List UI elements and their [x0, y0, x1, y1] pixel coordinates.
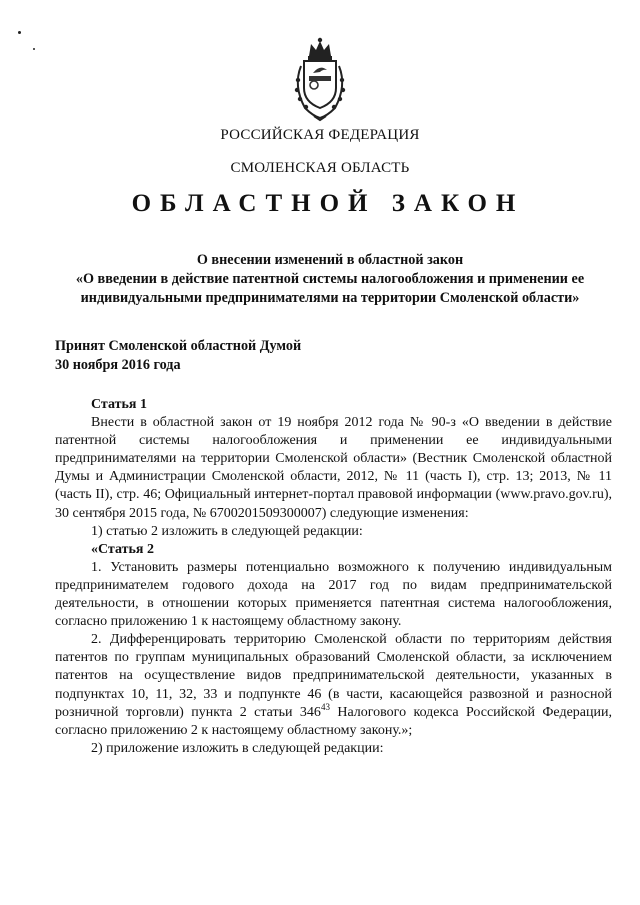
paragraph-2-tail: Налогового кодекса Российской Федерации, согласно приложению 2 к настоящему областному закону.»; — [55, 704, 612, 738]
quoted-article-heading: «Статья 2 — [91, 541, 154, 557]
amendment-item-1: 1) статью 2 изложить в следующей редакции: — [91, 523, 363, 539]
scan-speck — [33, 48, 35, 50]
adoption-info — [55, 337, 301, 375]
law-title-line2: «О введении в действие патентной системы налогообложения и применении ее индивидуальными предпринимателями на территории Смоленской области» — [75, 271, 585, 306]
paragraph-1: 1. Установить размеры потенциально возможного к получению индивидуальным предпринимателем годового дохода на 2017 год по видам предпринимательской деятельности, в отношении которых применяется патентная система налогообложения, согласно приложению 1 к настоящему областному закону. — [55, 559, 612, 630]
country-name: РОССИЙСКАЯ ФЕДЕРАЦИЯ — [220, 127, 420, 143]
adoption-body: Принят Смоленской областной Думой — [55, 338, 302, 354]
scan-speck — [18, 31, 21, 34]
paragraph-2-text: 2. Дифференцировать территорию Смоленской области по территориям действия патентов по группам муниципальных образований Смоленской области, за исключением патентов на осуществление видов предпринимательской деятельности, указанных в подпунктах 10, 11, 32, 33 и подпункте 46 (в части, касающейся развозной и разносной розничной торговли) пункта 2 статьи 346 — [55, 632, 612, 720]
amendment-item-2: 2) приложение изложить в следующей редакции: — [91, 740, 384, 756]
paragraph-2-superscript: 43 — [320, 701, 330, 712]
adoption-date: 30 ноября 2016 года — [55, 357, 181, 373]
law-title-line1: О внесении изменений в областной закон — [196, 252, 464, 268]
paragraph-2 — [55, 631, 612, 740]
region-name: СМОЛЕНСКАЯ ОБЛАСТЬ — [230, 160, 410, 176]
article-heading: Статья 1 — [91, 397, 147, 412]
law-title — [40, 251, 620, 308]
document-type: ОБЛАСТНОЙ ЗАКОН — [131, 190, 525, 217]
article-intro: Внести в областной закон от 19 ноября 2012 года № 90-з «О введении в действие патентной системы налогообложения и применении ее индивидуальными предпринимателями на территории Смоленской области» (Вестник Смоленской областной Думы и Администрации Смоленской области, 2012, № 11 (часть I), стр. 13; 2013, № 11 (часть II), стр. 46; Официальный интернет-портал правовой информации (www.pravo.gov.ru), 30 сентября 2015 года, № 6700201509300007) следующие изменения: — [55, 415, 612, 521]
coat-of-arms-icon — [287, 36, 353, 122]
article-1 — [55, 396, 612, 758]
